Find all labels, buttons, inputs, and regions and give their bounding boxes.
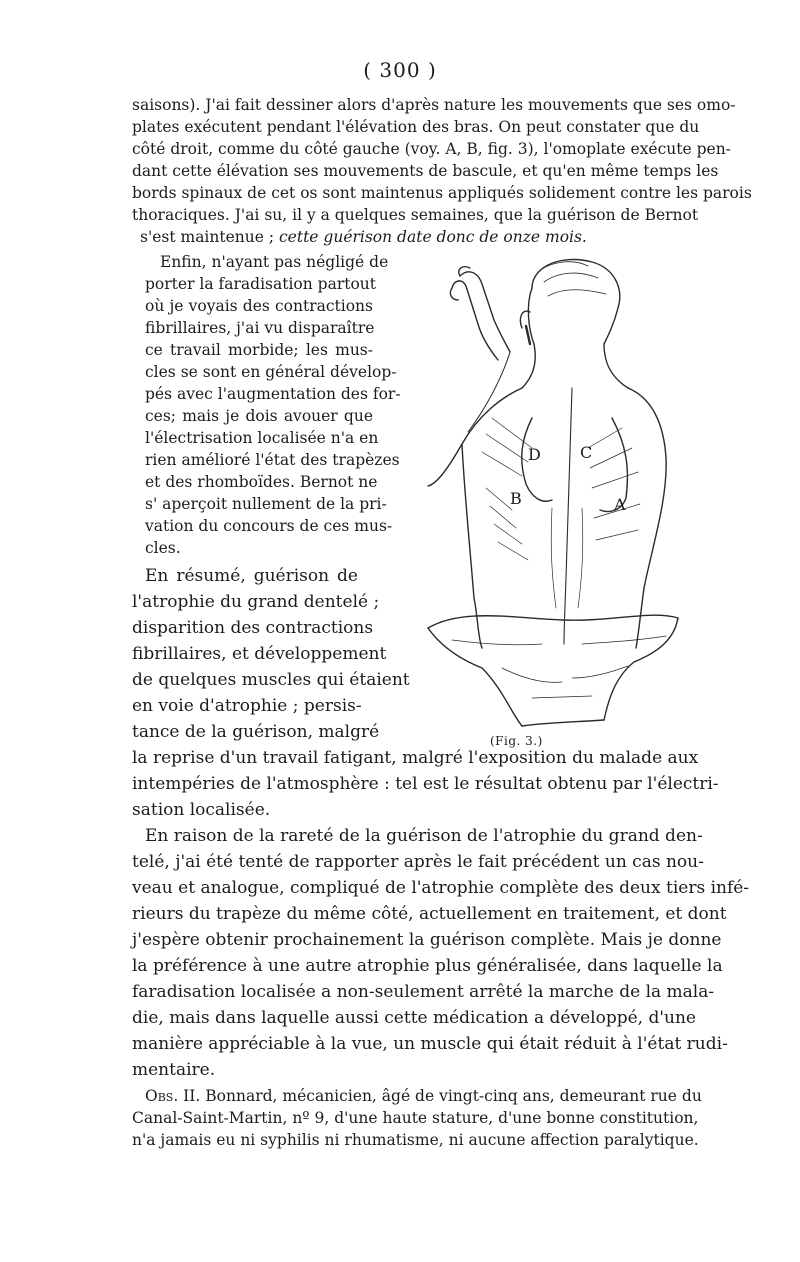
text-line: tance de la guérison, malgré: [132, 722, 380, 742]
text-line: mentaire.: [132, 1060, 216, 1080]
text-line: Canal-Saint-Martin, nº 9, d'une haute stature, d'une bonne constitution,: [132, 1109, 699, 1127]
text-line: bords spinaux de cet os sont maintenus appliqués solidement contre les parois: [132, 184, 752, 202]
text-line: en voie d'atrophie ; persis-: [132, 696, 362, 716]
text-line: vation du concours de ces mus-: [145, 517, 393, 535]
obs-label: Obs. II.: [145, 1087, 201, 1105]
figure-caption: (Fig. 3.): [490, 734, 543, 748]
figure-label: C: [580, 443, 593, 462]
text-line: faradisation localisée a non-seulement arrêté la marche de la mala-: [132, 982, 715, 1002]
text-line: et des rhomboïdes. Bernot ne: [145, 473, 378, 491]
text-line: rien amélioré l'état des trapèzes: [145, 451, 400, 469]
text-line: pés avec l'augmentation des for-: [145, 385, 401, 403]
text-line: porter la faradisation partout: [145, 275, 377, 293]
text-line: thoraciques. J'ai su, il y a quelques semaines, que la guérison de Bernot: [132, 206, 699, 224]
text-line: côté droit, comme du côté gauche (voy. A, B, fig. 3), l'omoplate exécute pen-: [132, 140, 731, 158]
text-line: disparition des contractions: [132, 618, 374, 638]
text-line: cles.: [145, 539, 181, 557]
figure-label: A: [614, 495, 626, 514]
figure-back-illustration: [382, 248, 682, 728]
text-line: intempéries de l'atmosphère : tel est le résultat obtenu par l'électri-: [132, 774, 719, 794]
text-line: [140, 227, 680, 247]
text-line: rieurs du trapèze du même côté, actuellement en traitement, et dont: [132, 904, 727, 924]
figure-label: B: [510, 489, 522, 508]
text-line: la reprise d'un travail fatigant, malgré l'exposition du malade aux: [132, 748, 699, 768]
text-line: cles se sont en général dévelop-: [145, 363, 397, 381]
text-run: Bonnard, mécanicien, âgé de vingt-cinq ans, demeurant rue du: [205, 1087, 702, 1105]
text-line: die, mais dans laquelle aussi cette médication a développé, d'une: [132, 1008, 696, 1028]
text-line: [145, 1086, 702, 1106]
text-line: s' aperçoit nullement de la pri-: [145, 495, 387, 513]
text-line: l'atrophie du grand dentelé ;: [132, 592, 380, 612]
text-line: la préférence à une autre atrophie plus généralisée, dans laquelle la: [132, 956, 723, 976]
text-line: manière appréciable à la vue, un muscle qui était réduit à l'état rudi-: [132, 1034, 728, 1054]
text-line: telé, j'ai été tenté de rapporter après le fait précédent un cas nou-: [132, 852, 704, 872]
text-line: ce travail morbide; les mus-: [145, 341, 373, 359]
text-line: saisons). J'ai fait dessiner alors d'après nature les mouvements que ses omo-: [132, 96, 736, 114]
text-line: En résumé, guérison de: [145, 566, 358, 586]
text-line: fibrillaires, j'ai vu disparaître: [145, 319, 375, 337]
text-line: En raison de la rareté de la guérison de l'atrophie du grand den-: [145, 826, 703, 846]
text-line: Enfin, n'ayant pas négligé de: [160, 253, 389, 271]
text-line: fibrillaires, et développement: [132, 644, 387, 664]
page-number: ( 300 ): [363, 58, 437, 82]
italic-run: cette guérison date donc de onze mois.: [279, 228, 587, 246]
figure-label: D: [528, 445, 541, 464]
text-line: de quelques muscles qui étaient: [132, 670, 410, 690]
text-line: l'électrisation localisée n'a en: [145, 429, 379, 447]
text-line: j'espère obtenir prochainement la guérison complète. Mais je donne: [132, 930, 722, 950]
text-line: sation localisée.: [132, 800, 271, 820]
text-run: s'est maintenue ;: [140, 228, 279, 246]
text-line: plates exécutent pendant l'élévation des bras. On peut constater que du: [132, 118, 700, 136]
text-line: veau et analogue, compliqué de l'atrophie complète des deux tiers infé-: [132, 878, 750, 898]
text-line: n'a jamais eu ni syphilis ni rhumatisme, ni aucune affection paralytique.: [132, 1131, 699, 1149]
text-line: dant cette élévation ses mouvements de bascule, et qu'en même temps les: [132, 162, 719, 180]
text-line: ces; mais je dois avouer que: [145, 407, 373, 425]
text-line: où je voyais des contractions: [145, 297, 373, 315]
